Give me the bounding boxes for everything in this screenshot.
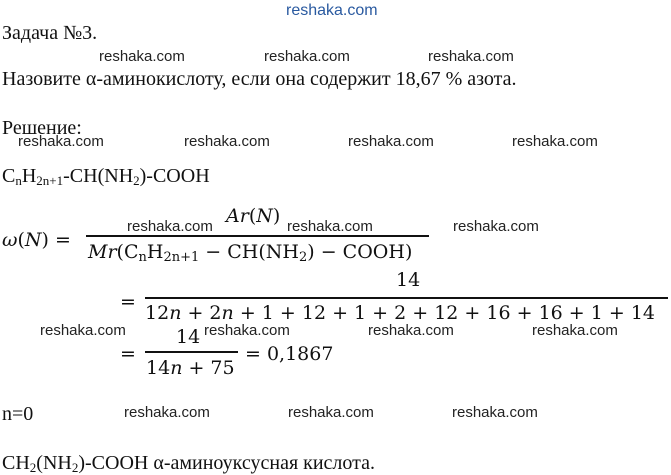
- watermark: reshaka.com: [512, 133, 598, 150]
- eq-sign-2: =: [120, 291, 136, 313]
- watermark: reshaka.com: [99, 48, 185, 65]
- task-question: Назовите α-аминокислоту, если она содержит 18,67 % азота.: [2, 68, 517, 90]
- task-heading: Задача №3.: [2, 22, 98, 44]
- watermark: reshaka.com: [287, 218, 373, 235]
- watermark: reshaka.com: [124, 404, 210, 421]
- watermark: reshaka.com: [40, 322, 126, 339]
- fraction3-result: = 0,1867: [245, 343, 334, 365]
- watermark: reshaka.com: [452, 404, 538, 421]
- watermark-top: reshaka.com: [286, 2, 378, 19]
- solution-label: Решение:: [2, 117, 82, 139]
- watermark: reshaka.com: [18, 133, 104, 150]
- fraction3-denominator: 14n + 75: [146, 357, 235, 379]
- fraction1-bar: [86, 235, 429, 237]
- watermark: reshaka.com: [453, 218, 539, 235]
- fraction3-numerator: 14: [176, 326, 201, 348]
- watermark: reshaka.com: [288, 404, 374, 421]
- fraction2-denominator: 12n + 2n + 1 + 12 + 1 + 2 + 12 + 16 + 16 + 1 + 14: [145, 302, 656, 324]
- general-formula: $C_nH_{2n+1}-CH(NH_2)$-COOH: [2, 165, 210, 188]
- watermark: reshaka.com: [127, 218, 213, 235]
- fraction3-bar: [145, 351, 238, 353]
- watermark: reshaka.com: [368, 322, 454, 339]
- watermark: reshaka.com: [204, 322, 290, 339]
- fraction1-numerator: Ar(N): [226, 205, 281, 227]
- watermark: reshaka.com: [264, 48, 350, 65]
- watermark: reshaka.com: [348, 133, 434, 150]
- eq-sign-3: =: [120, 343, 136, 365]
- fraction2-numerator: 14: [396, 269, 421, 291]
- n-value: n=0: [2, 403, 34, 425]
- omega-lhs: ω(N) =: [2, 229, 71, 251]
- watermark: reshaka.com: [428, 48, 514, 65]
- watermark: reshaka.com: [184, 133, 270, 150]
- fraction1-denominator: $Mr(C_nH_{2n+1} - CH(NH_2)$ − COOH): [88, 241, 413, 265]
- answer: $CH_2(NH_2)$-COOH α-аминоуксусная кислота.: [2, 452, 376, 475]
- fraction2-bar: [145, 297, 668, 299]
- watermark: reshaka.com: [532, 322, 618, 339]
